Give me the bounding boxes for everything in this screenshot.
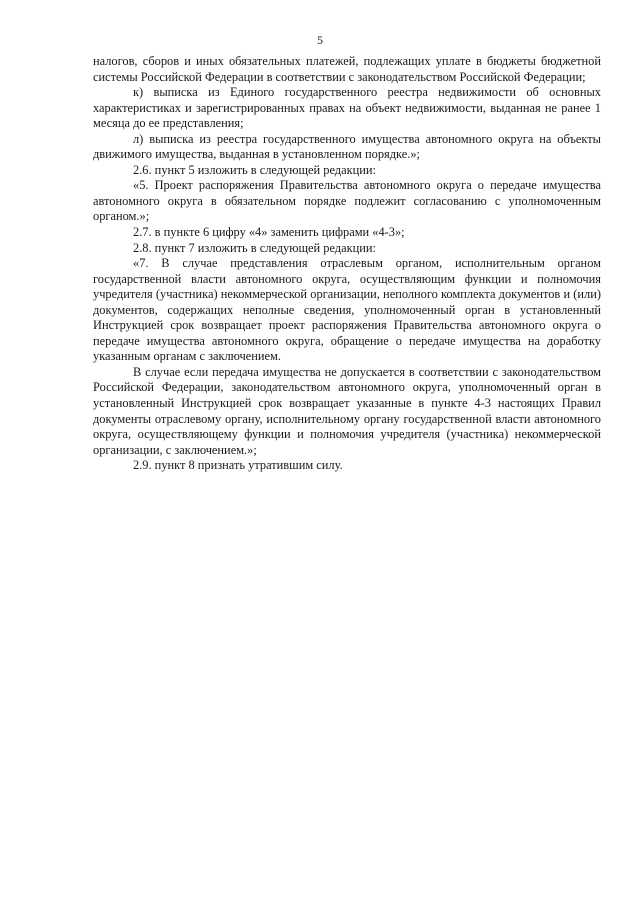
paragraph-item-k: к) выписка из Единого государственного реестра недвижимости об основных характеристиках и зарегистрированных правах на объект недвижимости, выданная не ранее 1 месяца до ее представления;: [93, 85, 601, 131]
paragraph-2-8: 2.8. пункт 7 изложить в следующей редакции:: [133, 240, 376, 255]
document-body: [93, 54, 601, 474]
paragraph-2-7: 2.7. в пункте 6 цифру «4» заменить цифрами «4-3»;: [133, 225, 405, 240]
paragraph-point-5-text: «5. Проект распоряжения Правительства автономного округа о передаче имущества автономного округа в обязательном порядке подлежит согласованию с уполномоченным органом.»;: [93, 178, 601, 224]
paragraph-taxes-continuation: налогов, сборов и иных обязательных платежей, подлежащих уплате в бюджеты бюджетной системы Российской Федерации в соответствии с законодательством Российской Федерации;: [93, 54, 601, 84]
paragraph-point-7-second: В случае если передача имущества не допускается в соответствии с законодательством Российской Федерации, законодательством автономного округа, уполномоченный орган в установленный Инструкцией срок возвращает указанные в пункте 4-3 настоящих Правил документы отраслевому органу, исполнительному органу государственной власти автономного округа, осуществляющему функции и полномочия учредителя (участника) некоммерческой организации, с заключением.»;: [93, 364, 601, 457]
paragraph-2-6: 2.6. пункт 5 изложить в следующей редакции:: [133, 162, 376, 177]
paragraph-item-l: л) выписка из реестра государственного имущества автономного округа на объекты движимого имущества, выданная в установленном порядке.»;: [93, 131, 601, 162]
page-number: 5: [317, 33, 323, 47]
paragraph-2-9: 2.9. пункт 8 признать утратившим силу.: [133, 458, 343, 473]
paragraph-point-7-text: «7. В случае представления отраслевым органом, исполнительным органом государственной власти автономного округа, осуществляющим функции и полномочия учредителя (участника) некоммерческой организации, неполного комплекта документов и (или) документов, содержащих неполные сведения, уполномоченный орган в установленный Инструкцией срок возвращает проект распоряжения Правительства автономного округа о передаче имущества автономного округа, обращение о передаче имущества на доработку указанным органам с заключением.: [93, 256, 601, 364]
